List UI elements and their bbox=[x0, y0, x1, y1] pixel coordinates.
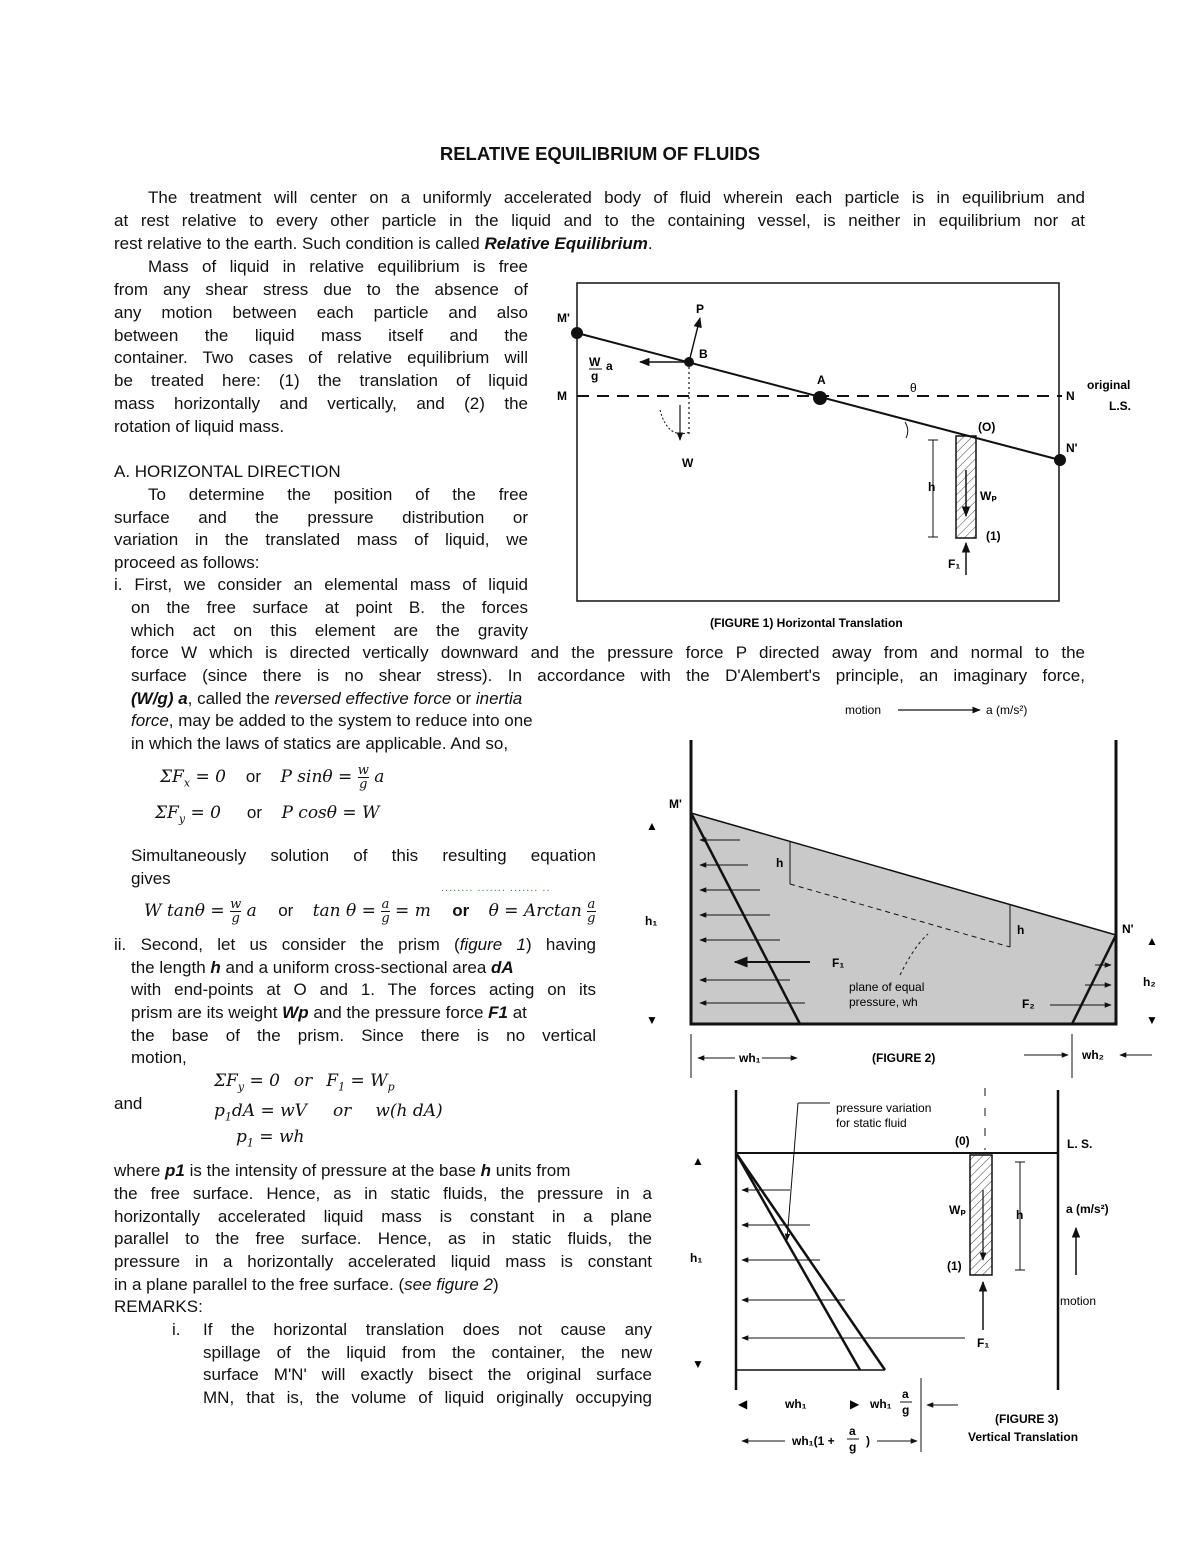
svg-text:▼: ▼ bbox=[692, 1357, 704, 1371]
item-ii-line-3: with end-points at O and 1. The forces acting on its bbox=[131, 980, 596, 999]
svg-text:Vertical Translation: Vertical Translation bbox=[968, 1430, 1079, 1444]
svg-text:h₂: h₂ bbox=[1143, 975, 1156, 989]
remarks-heading: REMARKS: bbox=[114, 1297, 203, 1316]
item-i-line-2: on the free surface at point B. the forces bbox=[131, 598, 528, 617]
svg-text:▼: ▼ bbox=[646, 1013, 658, 1027]
svg-text:M': M' bbox=[557, 311, 570, 325]
section-heading-a: A. HORIZONTAL DIRECTION bbox=[114, 462, 341, 481]
item-i-line-4: force W which is directed vertically downward and the pressure force P directed away from and normal to the bbox=[131, 643, 1085, 662]
prism-fig3 bbox=[970, 1155, 992, 1275]
accelerated-pressure-line bbox=[736, 1153, 885, 1370]
equation-tan-theta: W tanθ = $\frac{w}{g}$ a or tan θ = $\frac{a}{g}$ = m or θ = Arctan $\frac{a}{g}$ bbox=[144, 897, 596, 926]
svg-text:Wₚ: Wₚ bbox=[949, 1203, 967, 1217]
mass-line-5: container. Two cases of relative equilibrium will bbox=[114, 348, 528, 367]
svg-text:original: original bbox=[1087, 378, 1131, 392]
svg-text:(O): (O) bbox=[978, 420, 996, 434]
where-line-5: pressure in a horizontally accelerated liquid mass is constant bbox=[114, 1252, 652, 1271]
equation-sum-fx: $\Sigma F_x = 0$ or P sinθ = $\frac{w}{g}$ a bbox=[160, 763, 385, 792]
svg-text:h: h bbox=[928, 480, 936, 494]
equation-sum-fy: $\Sigma F_y = 0$ or P cosθ = W bbox=[155, 803, 380, 826]
svg-text:M': M' bbox=[669, 797, 682, 811]
mass-line-8: rotation of liquid mass. bbox=[114, 417, 285, 436]
svg-text:◀: ◀ bbox=[738, 1397, 748, 1411]
item-ii-line-2: the length h and a uniform cross-sectional area dA bbox=[131, 958, 514, 977]
mass-line-1: Mass of liquid in relative equilibrium is free bbox=[148, 257, 528, 276]
page-title: RELATIVE EQUILIBRIUM OF FLUIDS bbox=[439, 143, 761, 164]
svg-text:F₁: F₁ bbox=[977, 1336, 990, 1350]
item-ii-line-5: the base of the prism. Since there is no vertical bbox=[131, 1026, 596, 1045]
svg-text:h₁: h₁ bbox=[690, 1251, 703, 1265]
svg-text:g: g bbox=[849, 1440, 857, 1454]
svg-text:h₁: h₁ bbox=[645, 914, 658, 928]
item-i-line-1: i. First, we consider an elemental mass of liquid bbox=[114, 575, 528, 594]
where-line-1: where p1 is the intensity of pressure at the base h units from bbox=[114, 1161, 571, 1180]
equation-sum-fy-2: $\Sigma F_y = 0$ or $F_1 = W_p$ bbox=[214, 1071, 395, 1094]
svg-text:a: a bbox=[606, 359, 613, 373]
svg-text:motion: motion bbox=[1060, 1294, 1097, 1308]
svg-text:L. S.: L. S. bbox=[1067, 1137, 1093, 1151]
remark-i-line-3: surface M'N' will exactly bisect the original surface bbox=[203, 1365, 652, 1384]
inertia-line-3: in which the laws of statics are applicable. And so, bbox=[131, 734, 509, 753]
remark-i-marker: i. bbox=[172, 1320, 181, 1339]
det-line-1: To determine the position of the free bbox=[148, 485, 528, 504]
svg-text:h: h bbox=[1017, 923, 1025, 937]
det-line-3: variation in the translated mass of liquid, we bbox=[114, 530, 528, 549]
svg-text:F₂: F₂ bbox=[1022, 997, 1035, 1011]
mass-line-7: mass horizontally and vertically, and (2) the bbox=[114, 394, 528, 413]
svg-text:wh₂: wh₂ bbox=[1082, 1048, 1104, 1062]
svg-text:wh₁: wh₁ bbox=[785, 1397, 807, 1411]
figure-2-caption: (FIGURE 2) bbox=[872, 1051, 936, 1065]
svg-text:pressure variation: pressure variation bbox=[836, 1101, 932, 1115]
svg-text:M: M bbox=[557, 389, 567, 403]
remark-i-line-1: If the horizontal translation does not cause any bbox=[203, 1320, 652, 1339]
svg-text:▲: ▲ bbox=[646, 819, 658, 833]
where-line-3: horizontally accelerated liquid mass is constant in a plane bbox=[114, 1207, 652, 1226]
svg-text:▲: ▲ bbox=[692, 1154, 704, 1168]
svg-text:(1): (1) bbox=[947, 1259, 962, 1273]
svg-text:h: h bbox=[1016, 1208, 1024, 1222]
simul-line-1: Simultaneously solution of this resulting equation bbox=[131, 846, 596, 865]
item-i-line-5: surface (since there is no shear stress). In accordance with the D'Alembert's principle, an imaginary force, bbox=[131, 666, 1085, 685]
svg-text:h: h bbox=[776, 856, 784, 870]
item-ii-line-6: motion, bbox=[131, 1048, 187, 1067]
remark-i-line-4: MN, that is, the volume of liquid originally occupying bbox=[203, 1388, 652, 1407]
svg-text:wh₁: wh₁ bbox=[870, 1397, 892, 1411]
svg-text:P: P bbox=[696, 302, 705, 316]
svg-text:pressure, wh: pressure, wh bbox=[849, 995, 918, 1009]
svg-text:a: a bbox=[849, 1424, 856, 1438]
mass-line-2: from any shear stress due to the absence of bbox=[114, 280, 528, 299]
svg-text:Wₚ: Wₚ bbox=[980, 489, 998, 503]
svg-text:(1): (1) bbox=[986, 529, 1001, 543]
svg-text:a: a bbox=[902, 1387, 909, 1401]
remark-i-line-2: spillage of the liquid from the container, the new bbox=[203, 1343, 652, 1362]
svg-text:W: W bbox=[682, 456, 694, 470]
where-line-6: in a plane parallel to the free surface. (see figure 2) bbox=[114, 1275, 499, 1294]
intro-line-2: at rest relative to every other particle in the liquid and to the containing vessel, is neither in equilibrium nor at bbox=[114, 211, 1085, 230]
svg-text:(0): (0) bbox=[955, 1134, 970, 1148]
mass-line-6: be treated here: (1) the translation of liquid bbox=[114, 371, 528, 390]
det-line-2: surface and the pressure distribution or bbox=[114, 508, 528, 527]
svg-text:g: g bbox=[902, 1403, 910, 1417]
svg-text:F₁: F₁ bbox=[832, 956, 845, 970]
svg-text:wh₁(1 +: wh₁(1 + bbox=[792, 1434, 835, 1448]
svg-text:N': N' bbox=[1066, 441, 1078, 455]
simul-line-2: gives bbox=[131, 869, 171, 888]
svg-text:N': N' bbox=[1122, 922, 1134, 936]
svg-text:B: B bbox=[699, 347, 708, 361]
svg-text:θ: θ bbox=[910, 381, 917, 395]
svg-text:A: A bbox=[817, 373, 826, 387]
and-label: and bbox=[114, 1094, 143, 1113]
inertia-line-1: (W/g) a, called the reversed effective force or inertia bbox=[131, 689, 523, 708]
inertia-line-2: force, may be added to the system to reduce into one bbox=[131, 711, 533, 730]
figure-1-caption: (FIGURE 1) Horizontal Translation bbox=[710, 616, 903, 630]
item-ii-line-1: ii. Second, let us consider the prism (figure 1) having bbox=[114, 935, 597, 954]
svg-text:▶: ▶ bbox=[850, 1397, 860, 1411]
mass-line-3: any motion between each particle and also bbox=[114, 303, 528, 322]
mass-line-4: between the liquid mass itself and the bbox=[114, 326, 528, 345]
svg-text:motion: motion bbox=[845, 703, 882, 717]
static-pressure-line bbox=[736, 1153, 860, 1370]
svg-text:for static fluid: for static fluid bbox=[836, 1116, 907, 1130]
intro-line-3: rest relative to the earth. Such condition is called Relative Equilibrium. bbox=[114, 234, 653, 253]
intro-line-1: The treatment will center on a uniformly accelerated body of fluid wherein each particle is in equilibrium and bbox=[148, 188, 1085, 207]
relative-equilibrium-term: Relative Equilibrium bbox=[484, 234, 648, 253]
svg-text:W: W bbox=[589, 355, 601, 369]
item-ii-line-4: prism are its weight Wp and the pressure force F1 at bbox=[131, 1003, 527, 1022]
svg-text:▲: ▲ bbox=[1146, 934, 1158, 948]
svg-text:wh₁: wh₁ bbox=[739, 1051, 761, 1065]
svg-text:N: N bbox=[1066, 389, 1075, 403]
where-line-2: the free surface. Hence, as in static fluids, the pressure in a bbox=[114, 1184, 652, 1203]
figure-3-caption: (FIGURE 3) bbox=[995, 1412, 1059, 1426]
item-i-line-3: which act on this element are the gravity bbox=[131, 621, 528, 640]
svg-text:): ) bbox=[866, 1434, 870, 1448]
svg-text:plane of equal: plane of equal bbox=[849, 980, 925, 994]
svg-text:F₁: F₁ bbox=[948, 557, 961, 571]
svg-text:a (m/s²): a (m/s²) bbox=[986, 703, 1028, 717]
where-line-4: parallel to the free surface. Hence, as in static fluids, the bbox=[114, 1229, 652, 1248]
svg-text:▼: ▼ bbox=[1146, 1013, 1158, 1027]
svg-text:L.S.: L.S. bbox=[1109, 399, 1132, 413]
equation-p1-da: $p_1dA$ = wV or w(h dA) bbox=[214, 1101, 443, 1124]
dotted-underline-decoration: ........ ....... ....... .. bbox=[441, 882, 551, 894]
equation-p1-wh: $p_1$ = wh bbox=[236, 1127, 305, 1150]
det-line-4: proceed as follows: bbox=[114, 553, 260, 572]
svg-text:a (m/s²): a (m/s²) bbox=[1066, 1202, 1109, 1216]
svg-text:g: g bbox=[591, 369, 599, 383]
